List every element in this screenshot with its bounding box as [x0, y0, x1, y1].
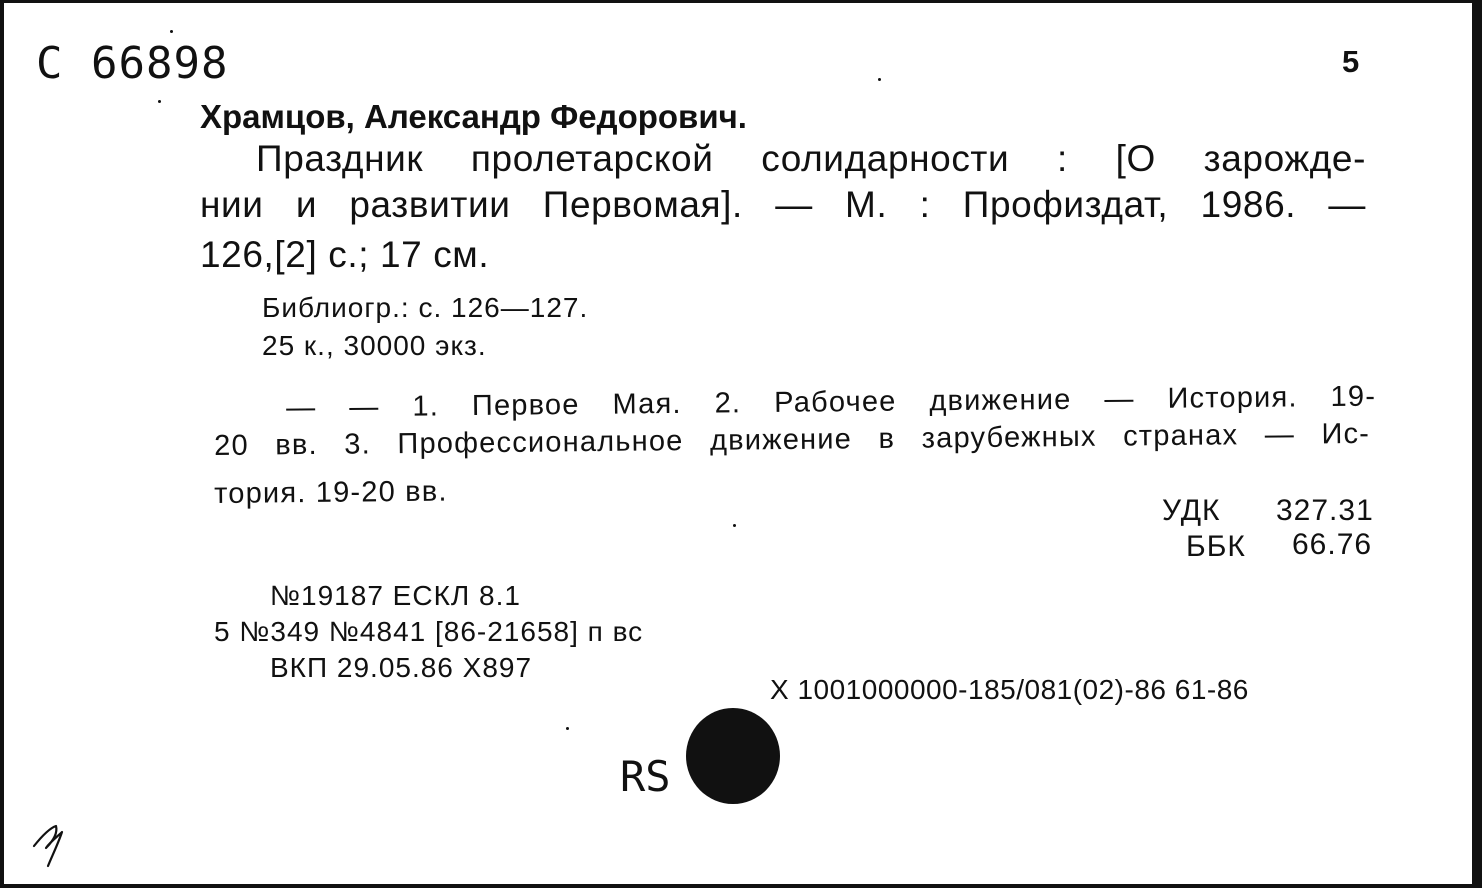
handwritten-mark-icon: [28, 820, 68, 870]
bbk-value: 66.76: [1292, 528, 1373, 561]
rs-stamp-label: RS: [620, 752, 671, 801]
scan-speck: [158, 100, 161, 103]
call-number: С 66898: [36, 38, 229, 89]
udk-value: 327.31: [1276, 494, 1374, 527]
card-border-top: [0, 0, 1482, 3]
scan-speck: [733, 524, 736, 527]
registration-line-2: 5 №349 №4841 [86-21658] п вс: [214, 616, 644, 647]
scan-speck: [170, 30, 173, 33]
subject-line-1: — — 1. Первое Мая. 2. Рабочее движение — История. 19-: [285, 380, 1377, 424]
price-and-print-run: 25 к., 30000 экз.: [262, 330, 487, 361]
card-border-right: [1472, 0, 1482, 888]
black-dot-stamp: [686, 708, 780, 804]
scan-speck: [566, 727, 569, 730]
subject-line-2: 20 вв. 3. Профессиональное движение в зарубежных странах — Ис-: [213, 417, 1371, 462]
subject-line-3: тория. 19-20 вв.: [213, 475, 448, 510]
card-border-bottom: [0, 884, 1482, 888]
registration-line-1: №19187 ЕСКЛ 8.1: [270, 580, 521, 611]
card-border-left: [0, 0, 4, 888]
udk-label: УДК: [1162, 494, 1221, 527]
card-number: 5: [1342, 44, 1360, 79]
title-line-3: 126,[2] с.; 17 см.: [200, 234, 490, 275]
title-line-2: нии и развитии Первомая]. — М. : Профиздат, 1986. —: [200, 184, 1366, 225]
author-heading: Храмцов, Александр Федорович.: [200, 98, 747, 135]
title-line-1: Праздник пролетарской солидарности : [О зарожде-: [256, 138, 1366, 179]
registration-line-3: ВКП 29.05.86 Х897: [270, 652, 533, 683]
bbk-label: ББК: [1186, 530, 1246, 563]
bibliography-note: Библиогр.: с. 126—127.: [262, 292, 589, 323]
classification-code: Х 1001000000-185/081(02)-86 61-86: [770, 674, 1249, 705]
scan-speck: [878, 78, 881, 81]
